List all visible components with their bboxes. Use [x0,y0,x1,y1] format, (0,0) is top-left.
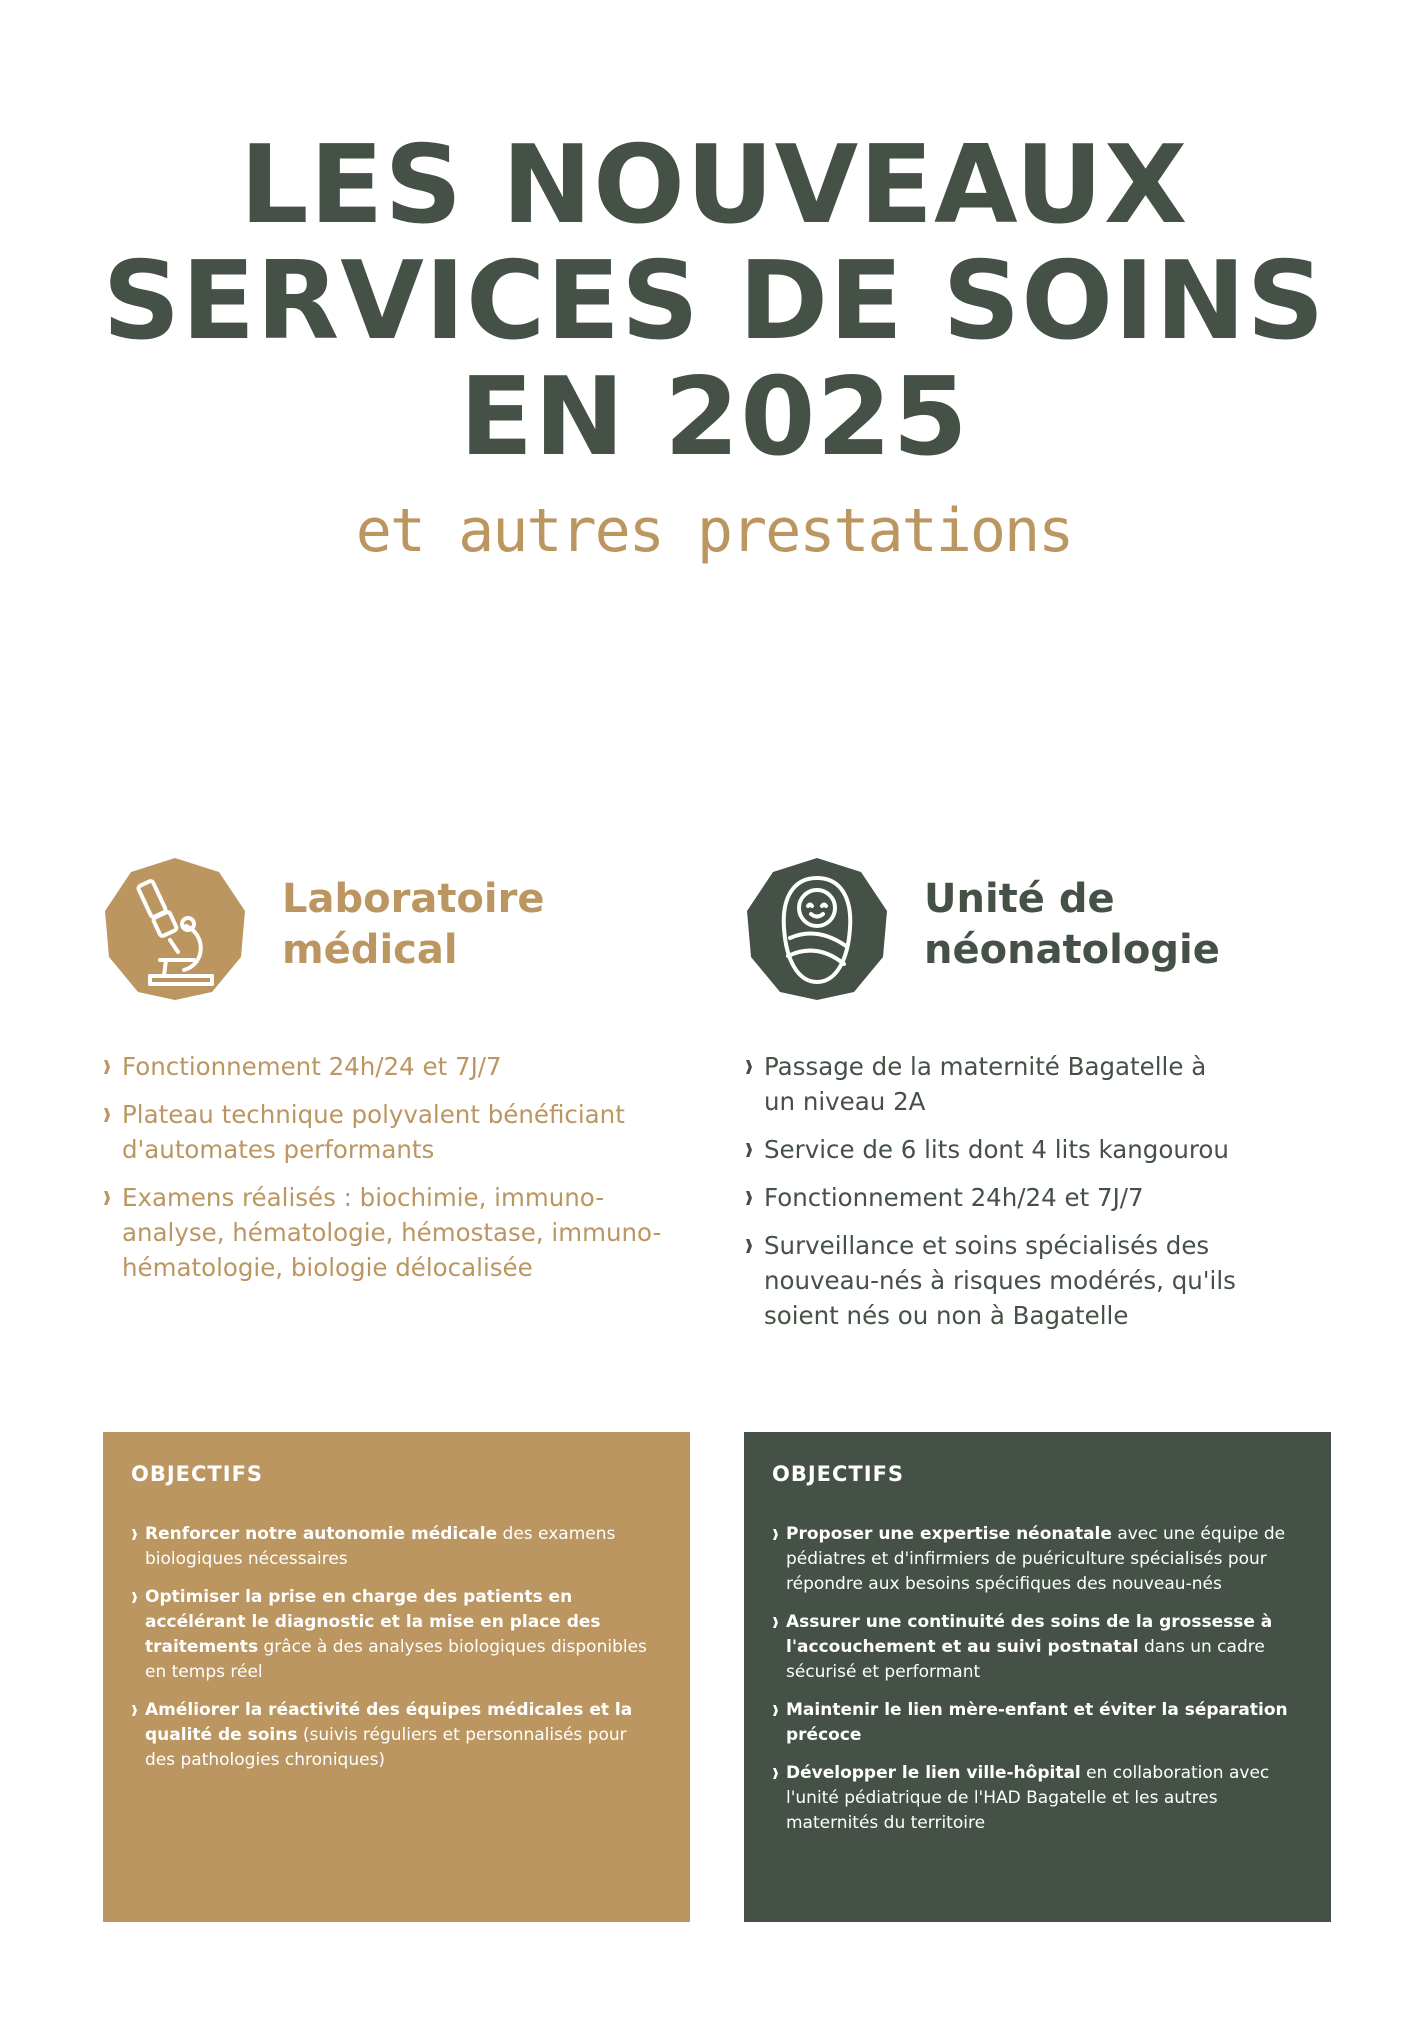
neo-objectives-title: OBJECTIFS [772,1462,905,1486]
list-item: Fonctionnement 24h/24 et 7J/7 [744,1180,1244,1215]
page-subtitle: et autres prestations [355,496,1073,566]
title-line-1: LES NOUVEAUX [239,123,1189,248]
list-item: Développer le lien ville-hôpital en collaboration avec l'unité pédiatrique de l'HAD Bagatelle et les autres maternités du territoire [772,1761,1303,1836]
list-item: Surveillance et soins spécialisés des nouveau-nés à risques modérés, qu'ils soient nés ou non à Bagatelle [744,1228,1244,1333]
list-item: Passage de la maternité Bagatelle à un niveau 2A [744,1049,1244,1119]
neo-section-title: Unité de néonatologie [924,876,1220,973]
neo-objectives-box [744,1432,1331,1922]
list-item: Proposer une expertise néonatale avec une équipe de pédiatres et d'infirmiers de puériculture spécialisés pour répondre aux besoins spécifiques des nouveau-nés [772,1522,1303,1597]
list-item: Améliorer la réactivité des équipes médicales et la qualité de soins (suivis réguliers et personnalisés pour des pathologies chroniques) [131,1698,662,1773]
list-item: Fonctionnement 24h/24 et 7J/7 [102,1049,682,1084]
neo-points-list [744,1049,1244,1346]
lab-objectives-box [103,1432,690,1922]
microscope-icon [102,856,248,1002]
lab-objectives-list [131,1522,662,1773]
list-item: Plateau technique polyvalent bénéficiant d'automates performants [102,1097,682,1167]
list-item: Renforcer notre autonomie médicale des examens biologiques nécessaires [131,1522,662,1572]
title-line-2: SERVICES DE SOINS [102,239,1326,364]
list-item: Service de 6 lits dont 4 lits kangourou [744,1132,1244,1167]
page-title [0,123,1428,480]
list-item: Optimiser la prise en charge des patients en accélérant le diagnostic et la mise en place des traitements grâce à des analyses biologiques disponibles en temps réel [131,1585,662,1685]
list-item: Assurer une continuité des soins de la grossesse à l'accouchement et au suivi postnatal dans un cadre sécurisé et performant [772,1610,1303,1685]
lab-section-title: Laboratoire médical [282,876,545,973]
lab-points-list [102,1049,682,1298]
lab-objectives-title: OBJECTIFS [131,1462,264,1486]
neo-objectives-list [772,1522,1303,1836]
swaddled-baby-icon [744,856,890,1002]
list-item: Examens réalisés : biochimie, immuno-analyse, hématologie, hémostase, immuno-hématologie, biologie délocalisée [102,1180,682,1285]
list-item: Maintenir le lien mère-enfant et éviter la séparation précoce [772,1698,1303,1748]
title-line-3: EN 2025 [459,355,969,480]
